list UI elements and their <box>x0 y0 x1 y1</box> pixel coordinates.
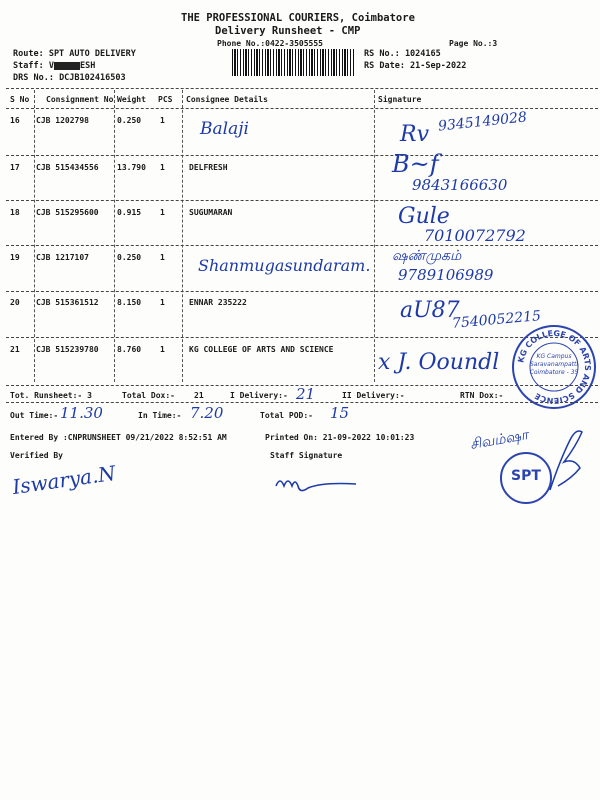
row-signature-scrawl: ஷண்முகம் <box>392 248 462 264</box>
i-delivery-label: I Delivery:- <box>230 391 288 400</box>
rtn-dox-label: RTN Dox:- <box>460 391 504 400</box>
staff-signature-label: Staff Signature <box>270 451 343 460</box>
staff-name-end: ESH <box>79 61 96 71</box>
column-sno: S No <box>10 95 30 104</box>
row-consignment: CJB 515239780 <box>36 345 99 354</box>
printed-on: Printed On: 21-09-2022 10:01:23 <box>265 433 415 442</box>
row-sno: 16 <box>10 116 20 125</box>
drs-label: DRS No.: <box>13 73 60 83</box>
out-time-label: Out Time:- <box>10 411 59 420</box>
spt-stamp-text: SPT <box>511 468 541 484</box>
row-weight: 8.150 <box>117 298 142 307</box>
staff-label <box>13 61 95 71</box>
row-weight: 0.250 <box>117 116 142 125</box>
row-sno: 20 <box>10 298 20 307</box>
row-sno: 18 <box>10 208 20 217</box>
col-divider-3 <box>182 90 183 382</box>
spt-handwriting: சிவம்ஷா <box>468 427 530 453</box>
total-pod-label: Total POD:- <box>260 411 313 420</box>
rs-number: RS No.: 1024165 <box>364 49 441 59</box>
row-signature-scrawl: B~f <box>392 150 439 178</box>
document-title: Delivery Runsheet - CMP <box>215 25 361 37</box>
row-consignee: KG COLLEGE OF ARTS AND SCIENCE <box>189 345 334 354</box>
in-time-value: 7.20 <box>190 404 224 422</box>
college-stamp <box>512 325 596 409</box>
total-dox-value: 21 <box>194 391 204 400</box>
stamp-line: KG Campus <box>536 353 572 360</box>
row-rule <box>6 245 598 246</box>
college-stamp-inner <box>514 353 594 377</box>
row-pcs: 1 <box>160 116 165 125</box>
row-signature-scrawl: Rv <box>400 122 429 147</box>
col-divider-4 <box>374 90 375 382</box>
rs-date: RS Date: 21-Sep-2022 <box>364 61 467 71</box>
drs-value: DCJB102416503 <box>59 73 126 83</box>
row-consignment: CJB 515295600 <box>36 208 99 217</box>
column-consignee: Consignee Details <box>186 95 268 104</box>
ii-delivery-label: II Delivery:- <box>342 391 405 400</box>
table-header-rule <box>6 108 598 109</box>
row-sno: 21 <box>10 345 20 354</box>
row-consignment: CJB 1202798 <box>36 116 89 125</box>
row-pcs: 1 <box>160 345 165 354</box>
row-sno: 19 <box>10 253 20 262</box>
row-consignment: CJB 1217107 <box>36 253 89 262</box>
row-weight: 8.760 <box>117 345 142 354</box>
column-signature: Signature <box>378 95 422 104</box>
row-signature: 9789106989 <box>398 266 494 284</box>
row-handwritten-consignee: Balaji <box>200 119 249 139</box>
stamp-line: Coimbatore - 35 <box>529 369 579 376</box>
row-consignment: CJB 515434556 <box>36 163 99 172</box>
staff-signature-scrawl <box>272 470 362 498</box>
col-divider-2 <box>114 90 115 382</box>
out-time-value: 11.30 <box>60 404 103 422</box>
row-consignment: CJB 515361512 <box>36 298 99 307</box>
entered-by: Entered By :CNPRUNSHEET 09/21/2022 8:52:51 AM <box>10 433 227 442</box>
col-divider-1 <box>34 90 35 382</box>
row-rule <box>6 155 598 156</box>
row-pcs: 1 <box>160 253 165 262</box>
row-rule <box>6 291 598 292</box>
row-sno: 17 <box>10 163 20 172</box>
total-pod-value: 15 <box>330 404 350 422</box>
row-pcs: 1 <box>160 298 165 307</box>
row-signature: 7540052215 <box>451 308 542 332</box>
i-delivery-value: 21 <box>296 385 316 403</box>
row-signature-scrawl: aU87 <box>400 298 460 323</box>
row-handwritten-consignee: Shanmugasundaram. <box>198 256 371 275</box>
row-signature: 9843166630 <box>412 176 508 194</box>
row-weight: 13.790 <box>117 163 146 172</box>
verified-signature: Iswarya.N <box>10 460 118 500</box>
verified-by-label: Verified By <box>10 451 63 460</box>
row-signature-scrawl: x J. Ooundl <box>378 350 500 375</box>
row-signature: 9345149028 <box>437 109 528 135</box>
college-stamp-ring-text: KG COLLEGE OF ARTS AND SCIENCE <box>516 328 593 406</box>
drs-number <box>13 73 126 83</box>
row-signature-scrawl: Gule <box>398 204 450 229</box>
column-weight: Weight <box>117 95 146 104</box>
row-weight: 0.250 <box>117 253 142 262</box>
spt-signature-scrawl <box>540 420 590 500</box>
stamp-line: Saravanampatti <box>529 361 579 368</box>
route-label: Route: SPT AUTO DELIVERY <box>13 49 136 59</box>
row-rule <box>6 337 598 338</box>
barcode <box>232 49 354 76</box>
row-weight: 0.915 <box>117 208 142 217</box>
phone-number: Phone No.:0422-3505555 <box>217 39 323 48</box>
in-time-label: In Time:- <box>138 411 182 420</box>
redaction-mark <box>54 62 80 70</box>
row-pcs: 1 <box>160 163 165 172</box>
column-consignment: Consignment No <box>46 95 114 104</box>
totals-rule <box>6 402 598 403</box>
row-consignee: SUGUMARAN <box>189 208 233 217</box>
table-top-rule <box>6 88 598 89</box>
row-signature: 7010072792 <box>424 226 526 245</box>
total-dox-label: Total Dox:- <box>122 391 175 400</box>
row-rule <box>6 200 598 201</box>
total-runsheet: Tot. Runsheet:- 3 <box>10 391 92 400</box>
row-consignee: DELFRESH <box>189 163 228 172</box>
row-pcs: 1 <box>160 208 165 217</box>
page-number: Page No.:3 <box>449 39 498 48</box>
company-title: THE PROFESSIONAL COURIERS, Coimbatore <box>181 12 415 24</box>
row-consignee: ENNAR 235222 <box>189 298 247 307</box>
staff-name-start: Staff: V <box>13 61 54 71</box>
column-pcs: PCS <box>158 95 173 104</box>
